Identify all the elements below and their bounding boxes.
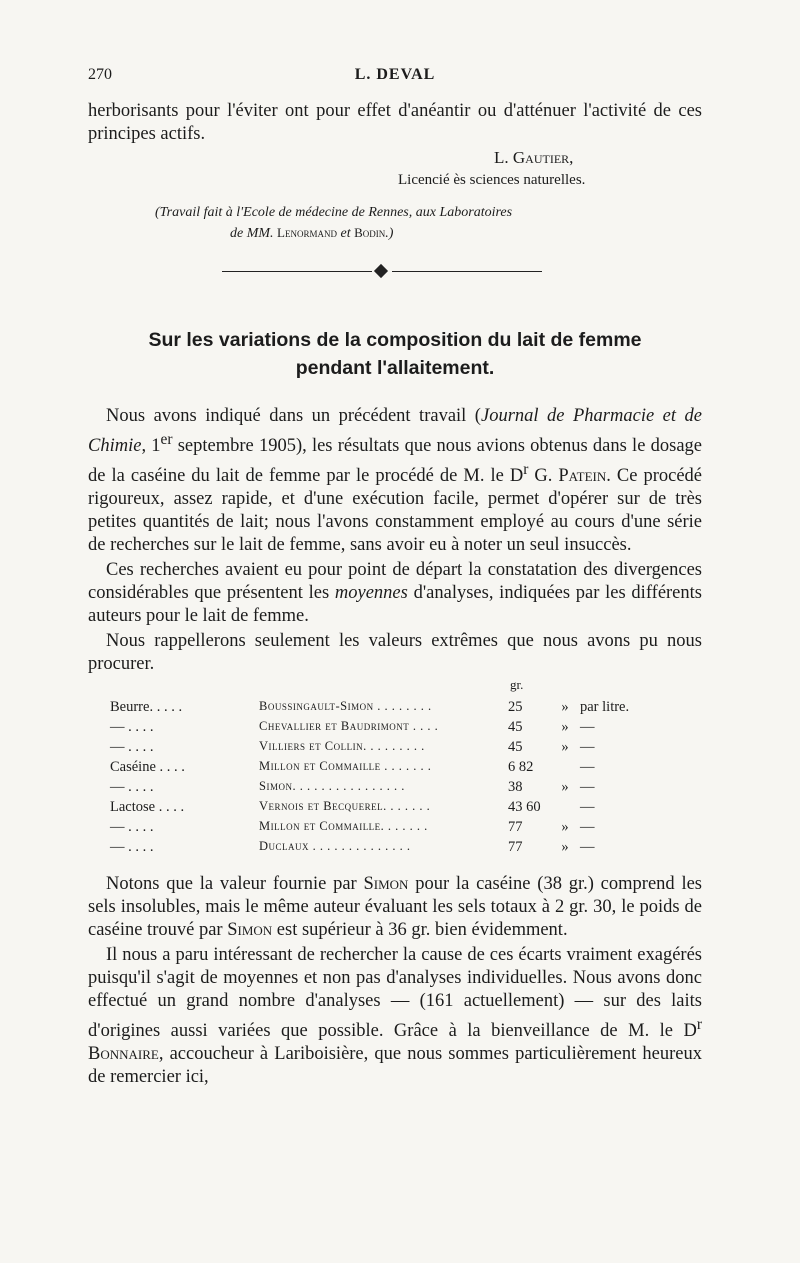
table-row: Beurre. . . . . Boussingault-Simon . . . . . . . . 25 » par litre. — [110, 699, 630, 715]
table-row: — . . . . Millon et Commaille. . . . . . . 77 » — — [110, 819, 595, 835]
paragraph-1: Nous avons indiqué dans un précédent travail (Journal de Pharmacie et de Chimie, 1er septembre 1905), les résultats que nous avions obtenus dans le dosage de la caséine du lait de femme par le procédé de M. le $D^r$ G. Patein. Ce procédé rigoureux, assez rapide, et d'une exécution facile, permet d'opérer sur de très petites quantités de lait; nous l'avons constamment employé au cours d'une série de recherches sur le lait de femme, sans avoir eu à noter un seul insuccès. — [88, 406, 703, 556]
intro-paragraphs — [88, 405, 702, 678]
unit-header: gr. — [510, 677, 524, 692]
credit-name-lenormand: Lenormand — [277, 225, 337, 240]
opening-paragraph: herborisants pour l'éviter ont pour effet d'anéantir ou d'atténuer l'activité de ces principes actifs. — [88, 101, 702, 144]
table-row: Lactose . . . . Vernois et Becquerel. . . . . . . 43 60 — — [110, 799, 595, 815]
table-row: Caséine . . . . Millon et Commaille . . . . . . . 6 82 — — [110, 759, 595, 775]
table-row: — . . . . Villiers et Collin. . . . . . . . . 45 » — — [110, 739, 595, 755]
credit-name-bodin: Bodin — [354, 225, 386, 240]
paragraph-3: Nous rappellerons seulement les valeurs extrêmes que nous avons pu nous procurer. — [88, 631, 702, 675]
signature-name: L. Gautier, — [494, 148, 574, 167]
article-title: Sur les variations de la composition du lait de femme pendant l'allaitement. — [148, 329, 642, 379]
paragraph-5: Il nous a paru intéressant de rechercher la cause de ces écarts vraiment exagérés puisqu'il s'agit de moyennes et non pas d'analyses individuelles. Nous avons donc effectué un grand nombre d'analyses — (161 actuellement) — sur des laits d'origines aussi variées que possible. Grâce à la bienveillance de M. le $D^r$ Bonnaire, accoucheur à Lariboisière, que nous sommes particulièrement heureux de remercier ici, — [88, 945, 702, 1088]
paragraph-2: Ces recherches avaient eu pour point de départ la constatation des divergences considérables que présentent les moyennes d'analyses, indiquées par les différents auteurs pour le lait de femme. — [88, 560, 702, 627]
page-header — [88, 66, 702, 88]
page-number: 270 — [88, 66, 112, 83]
diamond-ornament-icon — [374, 264, 388, 278]
table-row: — . . . . Simon. . . . . . . . . . . . . . . . 38 » — — [110, 779, 595, 795]
table-row: — . . . . Duclaux . . . . . . . . . . . . . . 77 » — — [110, 839, 595, 855]
closing-paragraphs — [88, 873, 702, 1091]
signature-title: Licencié ès sciences naturelles. — [398, 172, 586, 188]
running-head: L. DEVAL — [354, 66, 436, 83]
section-divider — [222, 264, 542, 278]
paragraph-4: Notons que la valeur fournie par Simon pour la caséine (38 gr.) comprend les sels insolubles, mais le même auteur évaluant les sels totaux à 2 gr. 30, le poids de caséine trouvé par Simon est supérieur à 36 gr. bien évidemment. — [88, 874, 702, 940]
table-row: — . . . . Chevallier et Baudrimont . . . . 45 » — — [110, 719, 595, 735]
work-credit: (Travail fait à l'Ecole de médecine de Rennes, aux Laboratoires de MM. Lenormand et Bodin.) — [155, 205, 513, 241]
